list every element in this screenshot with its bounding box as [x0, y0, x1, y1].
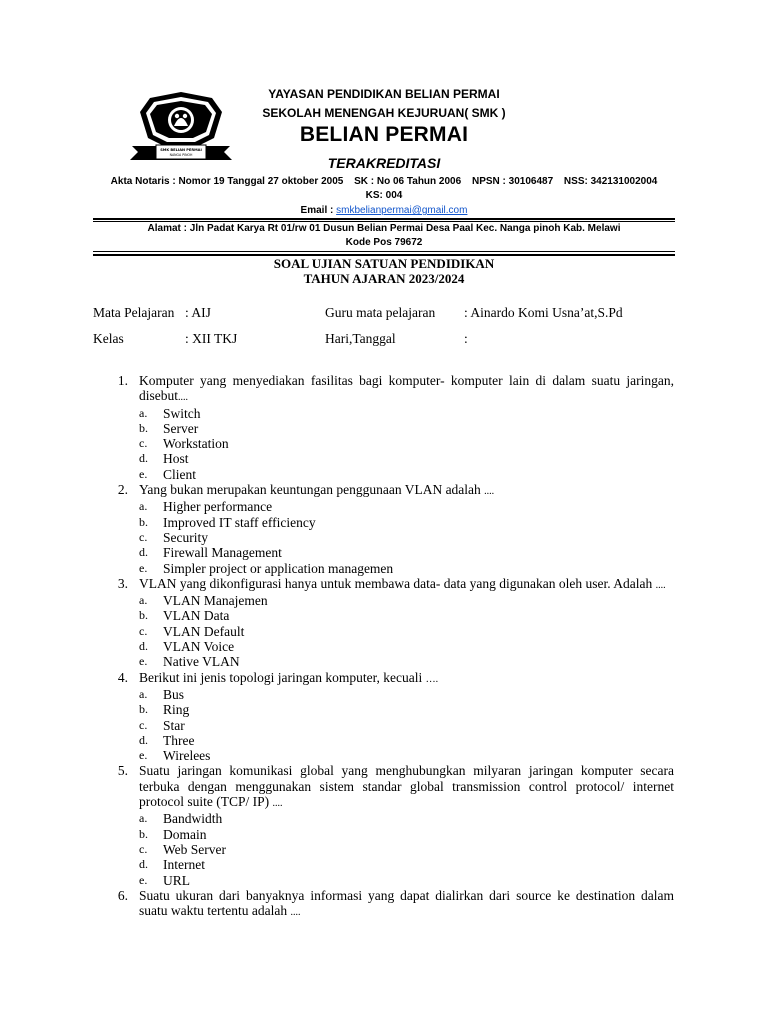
svg-text:SMK BELIAN PERMAI: SMK BELIAN PERMAI	[160, 148, 202, 152]
option-text: Workstation	[163, 436, 229, 452]
question-number: 2.	[117, 482, 128, 498]
date-label: Hari,Tanggal	[325, 331, 396, 346]
header-divider-bottom	[93, 251, 675, 252]
option-text: Simpler project or application managemen	[163, 560, 394, 576]
answer-option	[139, 654, 674, 669]
answer-option	[139, 467, 674, 482]
option-letter: d.	[139, 451, 148, 466]
answer-option	[139, 857, 674, 872]
svg-text:NANGA PINOH: NANGA PINOH	[169, 153, 193, 157]
teacher-value: : Ainardo Komi Usna’at,S.Pd	[464, 305, 623, 320]
answer-option	[139, 499, 674, 514]
answer-blank: ....	[178, 392, 188, 404]
option-text: Host	[163, 451, 189, 467]
class-label: Kelas	[93, 331, 124, 346]
header-divider-top	[93, 218, 675, 220]
notary-deed: Akta Notaris : Nomor 19 Tanggal 27 oktober 2005	[110, 176, 344, 187]
answer-option	[139, 748, 674, 763]
answer-option	[139, 842, 674, 857]
question-number: 3.	[117, 575, 128, 591]
answer-option	[139, 827, 674, 842]
academic-year: TAHUN AJARAN 2023/2024	[303, 271, 465, 286]
option-letter: d.	[139, 857, 148, 872]
option-letter: d.	[139, 732, 148, 747]
option-text: Star	[163, 717, 185, 733]
option-text: Server	[163, 420, 199, 436]
answer-option	[139, 608, 674, 623]
answer-blank: ….	[425, 673, 439, 685]
question-body: Suatu jaringan komunikasi global yang menghubungkan milyaran jaringan komputer secara terbuka dengan menggunakan sistem standar global transmission control protocol/ internet protocol suite (TCP/ IP)	[139, 763, 674, 810]
option-letter: c.	[139, 841, 148, 856]
question-text	[139, 888, 674, 921]
question-text	[139, 670, 674, 687]
question-number: 6.	[117, 887, 128, 903]
question-body: VLAN yang dikonfigurasi hanya untuk membawa data- data yang digunakan oleh user. Adalah	[139, 575, 656, 591]
option-text: Improved IT staff efficiency	[163, 514, 316, 530]
answer-option	[139, 406, 674, 421]
option-text: Bus	[163, 686, 185, 702]
answer-option	[139, 624, 674, 639]
option-letter: c.	[139, 529, 148, 544]
option-text: Bandwidth	[163, 811, 223, 827]
subject-value: : AIJ	[185, 305, 211, 320]
answer-option	[139, 421, 674, 436]
option-letter: a.	[139, 811, 148, 826]
question-text	[139, 576, 674, 593]
option-text: VLAN Data	[163, 608, 230, 624]
question-body: Komputer yang menyediakan fasilitas bagi komputer- komputer lain di dalam suatu jaringan, disebut	[139, 373, 674, 404]
email-line	[0, 205, 768, 216]
header-divider-top-thin	[93, 221, 675, 222]
answer-option	[139, 639, 674, 654]
answer-option	[139, 687, 674, 702]
answer-blank: ....	[484, 486, 495, 498]
option-text: Higher performance	[163, 499, 273, 515]
email-link[interactable]: smkbelianpermai@gmail.com	[336, 205, 468, 216]
question-text	[139, 482, 674, 499]
question-list	[93, 373, 674, 920]
question-item	[93, 670, 674, 764]
postal-code: Kode Pos 79672	[345, 237, 423, 248]
answer-blank: ....	[272, 798, 283, 810]
school-address: Alamat : Jln Padat Karya Rt 01/rw 01 Dusun Belian Permai Desa Paal Kec. Nanga pinoh Kab. Melawi	[147, 223, 621, 234]
option-letter: a.	[139, 405, 148, 420]
question-number: 5.	[117, 763, 128, 779]
option-letter: a.	[139, 499, 148, 514]
answer-option	[139, 545, 674, 560]
option-letter: e.	[139, 872, 148, 887]
option-letter: c.	[139, 623, 148, 638]
answer-option	[139, 561, 674, 576]
option-text: Native VLAN	[163, 654, 240, 670]
option-letter: b.	[139, 826, 148, 841]
option-letter: e.	[139, 748, 148, 763]
question-item	[93, 482, 674, 576]
answer-option	[139, 811, 674, 826]
school-name: BELIAN PERMAI	[299, 123, 469, 146]
option-text: URL	[163, 872, 190, 888]
option-letter: e.	[139, 560, 148, 575]
answer-option	[139, 436, 674, 451]
answer-option	[139, 718, 674, 733]
answer-option	[139, 702, 674, 717]
answer-option	[139, 515, 674, 530]
option-letter: a.	[139, 686, 148, 701]
ks-number: KS: 004	[365, 190, 403, 201]
foundation-name: YAYASAN PENDIDIKAN BELIAN PERMAI	[268, 87, 500, 101]
option-letter: e.	[139, 654, 148, 669]
option-letter: c.	[139, 436, 148, 451]
email-label: Email :	[300, 205, 334, 216]
answer-option	[139, 593, 674, 608]
question-number: 4.	[117, 669, 128, 685]
answer-blank: ....	[655, 579, 666, 591]
option-text: Client	[163, 466, 196, 482]
option-text: Internet	[163, 857, 205, 873]
legal-info-line	[0, 176, 768, 187]
option-text: Web Server	[163, 841, 227, 857]
option-letter: b.	[139, 514, 148, 529]
answer-option	[139, 733, 674, 748]
question-body: Berikut ini jenis topologi jaringan komputer, kecuali	[139, 669, 426, 685]
option-letter: b.	[139, 608, 148, 623]
question-body: Yang bukan merupakan keuntungan penggunaan VLAN adalah	[139, 482, 485, 498]
option-text: Wirelees	[163, 748, 211, 764]
school-type: SEKOLAH MENENGAH KEJURUAN( SMK )	[262, 106, 506, 120]
option-text: Three	[163, 732, 195, 748]
question-text	[139, 763, 674, 811]
nss-number: NSS: 342131002004	[563, 176, 658, 187]
option-letter: a.	[139, 593, 148, 608]
option-letter: b.	[139, 702, 148, 717]
option-text: VLAN Voice	[163, 639, 235, 655]
question-item	[93, 576, 674, 670]
question-number: 1.	[117, 373, 128, 388]
answer-option	[139, 451, 674, 466]
option-text: Ring	[163, 702, 190, 718]
option-text: Domain	[163, 826, 207, 842]
option-text: Firewall Management	[163, 545, 282, 561]
question-item	[93, 888, 674, 921]
sk-number: SK : No 06 Tahun 2006	[354, 176, 462, 187]
option-letter: d.	[139, 639, 148, 654]
question-item	[93, 763, 674, 887]
option-text: VLAN Manajemen	[163, 593, 268, 609]
option-letter: b.	[139, 420, 148, 435]
question-text	[139, 373, 674, 406]
teacher-label: Guru mata pelajaran	[325, 305, 436, 320]
question-item	[93, 373, 674, 482]
option-letter: d.	[139, 545, 148, 560]
answer-option	[139, 530, 674, 545]
accreditation-status: TERAKREDITASI	[327, 155, 441, 171]
option-text: Switch	[163, 405, 201, 421]
option-letter: c.	[139, 717, 148, 732]
npsn-number: NPSN : 30106487	[471, 176, 554, 187]
date-value: :	[464, 331, 468, 346]
answer-blank: ....	[290, 907, 301, 919]
option-text: VLAN Default	[163, 623, 245, 639]
exam-title: SOAL UJIAN SATUAN PENDIDIKAN	[273, 256, 495, 271]
subject-label: Mata Pelajaran	[93, 305, 175, 320]
class-value: : XII TKJ	[185, 331, 238, 346]
answer-option	[139, 873, 674, 888]
option-text: Security	[163, 529, 208, 545]
question-body: Suatu ukuran dari banyaknya informasi yang dapat dialirkan dari source ke destination dalam suatu waktu tertentu adalah	[139, 887, 674, 919]
option-letter: e.	[139, 466, 148, 481]
